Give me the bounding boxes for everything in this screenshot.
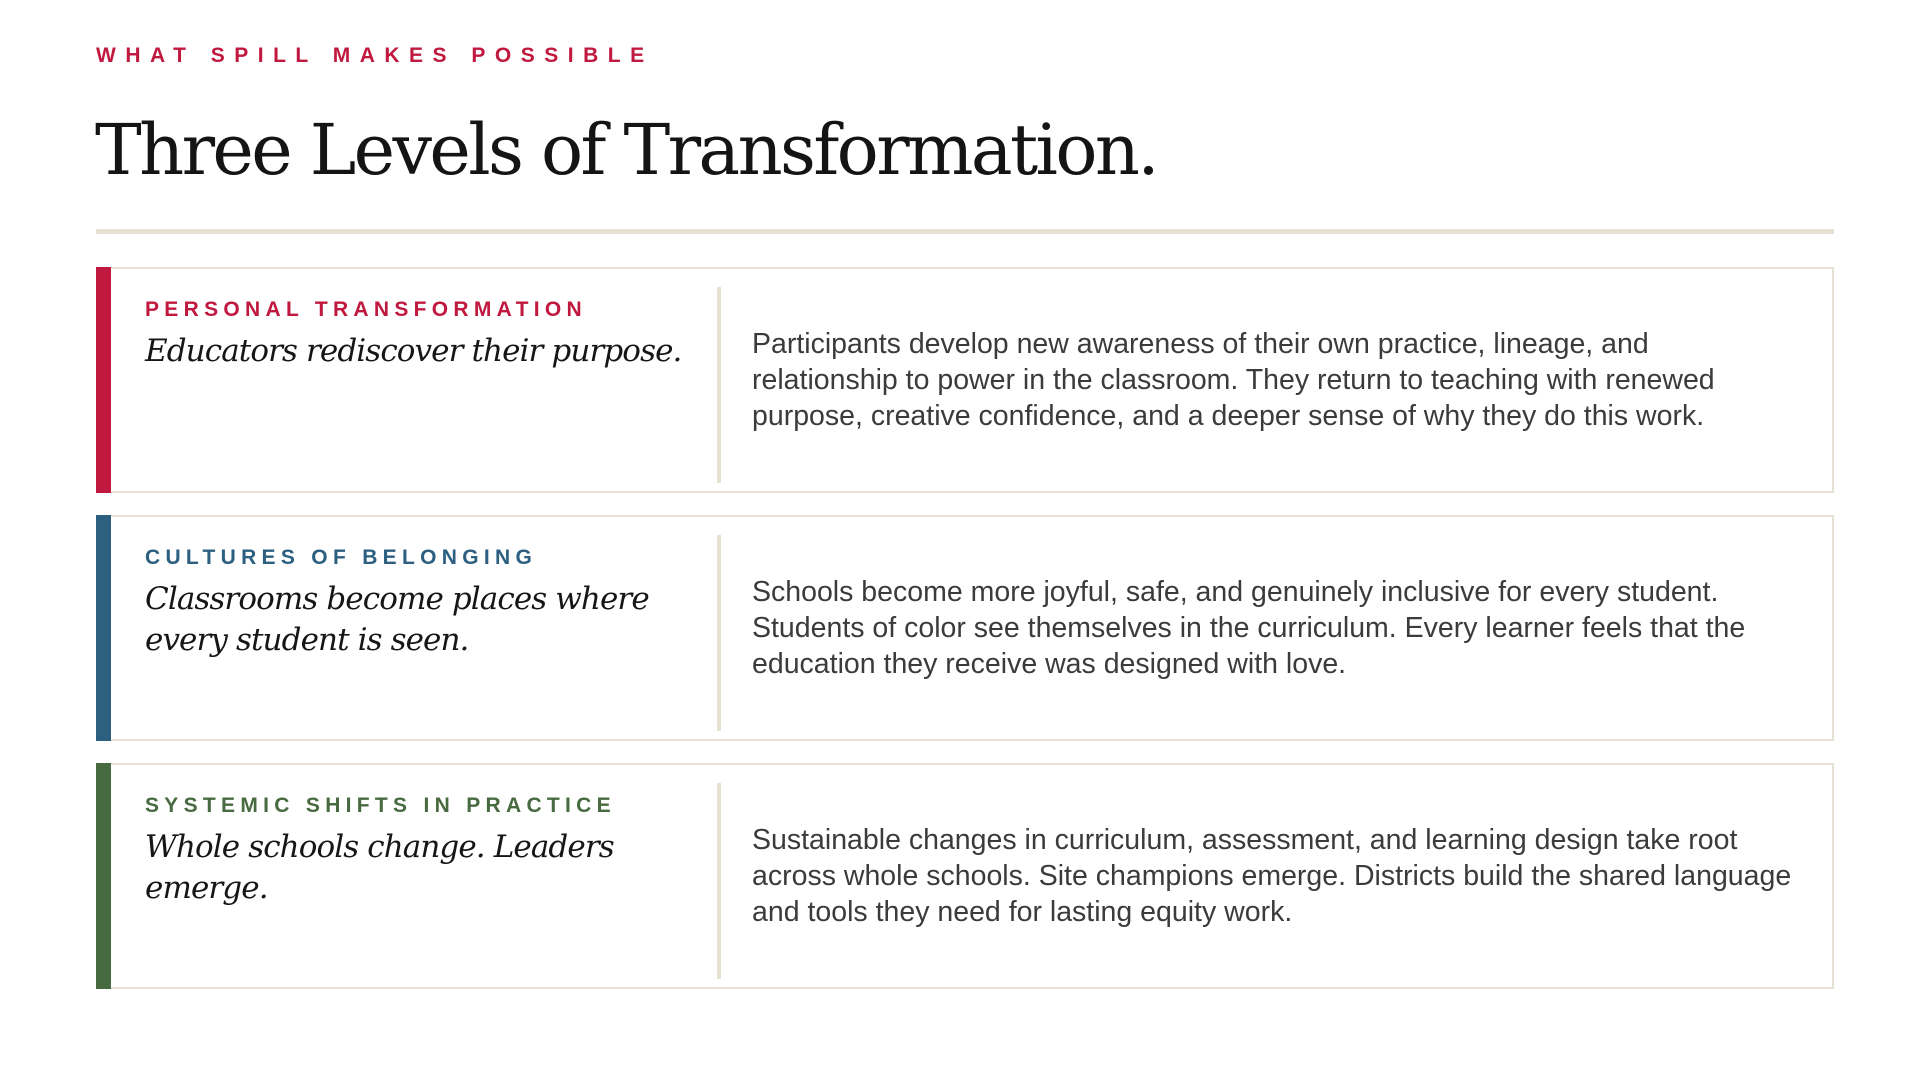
card-body (752, 269, 1802, 491)
card-divider (717, 287, 721, 483)
card-body (752, 765, 1802, 987)
card-divider (717, 535, 721, 731)
card-heading-group (145, 793, 705, 909)
card-label: PERSONAL TRANSFORMATION (145, 298, 587, 321)
card-heading: Classrooms become places where every student is seen. (145, 581, 649, 658)
card-body-text: Schools become more joyful, safe, and genuinely inclusive for every student. Students of color see themselves in the curriculum. Every learner feels that the education they receive was designed with love. (752, 576, 1746, 680)
card-divider (717, 783, 721, 979)
card-heading: Educators rediscover their purpose. (145, 333, 682, 369)
level-card-personal (96, 267, 1834, 493)
card-accent-bar (96, 267, 111, 493)
page-title: Three Levels of Transformation. (95, 109, 1157, 191)
header-divider (96, 229, 1834, 234)
level-card-belonging (96, 515, 1834, 741)
card-heading-group (145, 297, 705, 372)
card-body (752, 517, 1802, 739)
card-label: SYSTEMIC SHIFTS IN PRACTICE (145, 794, 616, 817)
card-heading-group (145, 545, 705, 661)
card-label: CULTURES OF BELONGING (145, 546, 538, 569)
section-eyebrow: WHAT SPILL MAKES POSSIBLE (96, 44, 654, 67)
card-heading: Whole schools change. Leaders emerge. (145, 829, 614, 906)
card-body-text: Participants develop new awareness of their own practice, lineage, and relationship to power in the classroom. They return to teaching with renewed purpose, creative confidence, and a deeper sense of why they do this work. (752, 328, 1715, 432)
level-card-systemic (96, 763, 1834, 989)
card-body-text: Sustainable changes in curriculum, assessment, and learning design take root across whole schools. Site champions emerge. Districts build the shared language and tools they need for lasting equity work. (752, 824, 1792, 928)
card-accent-bar (96, 515, 111, 741)
card-accent-bar (96, 763, 111, 989)
